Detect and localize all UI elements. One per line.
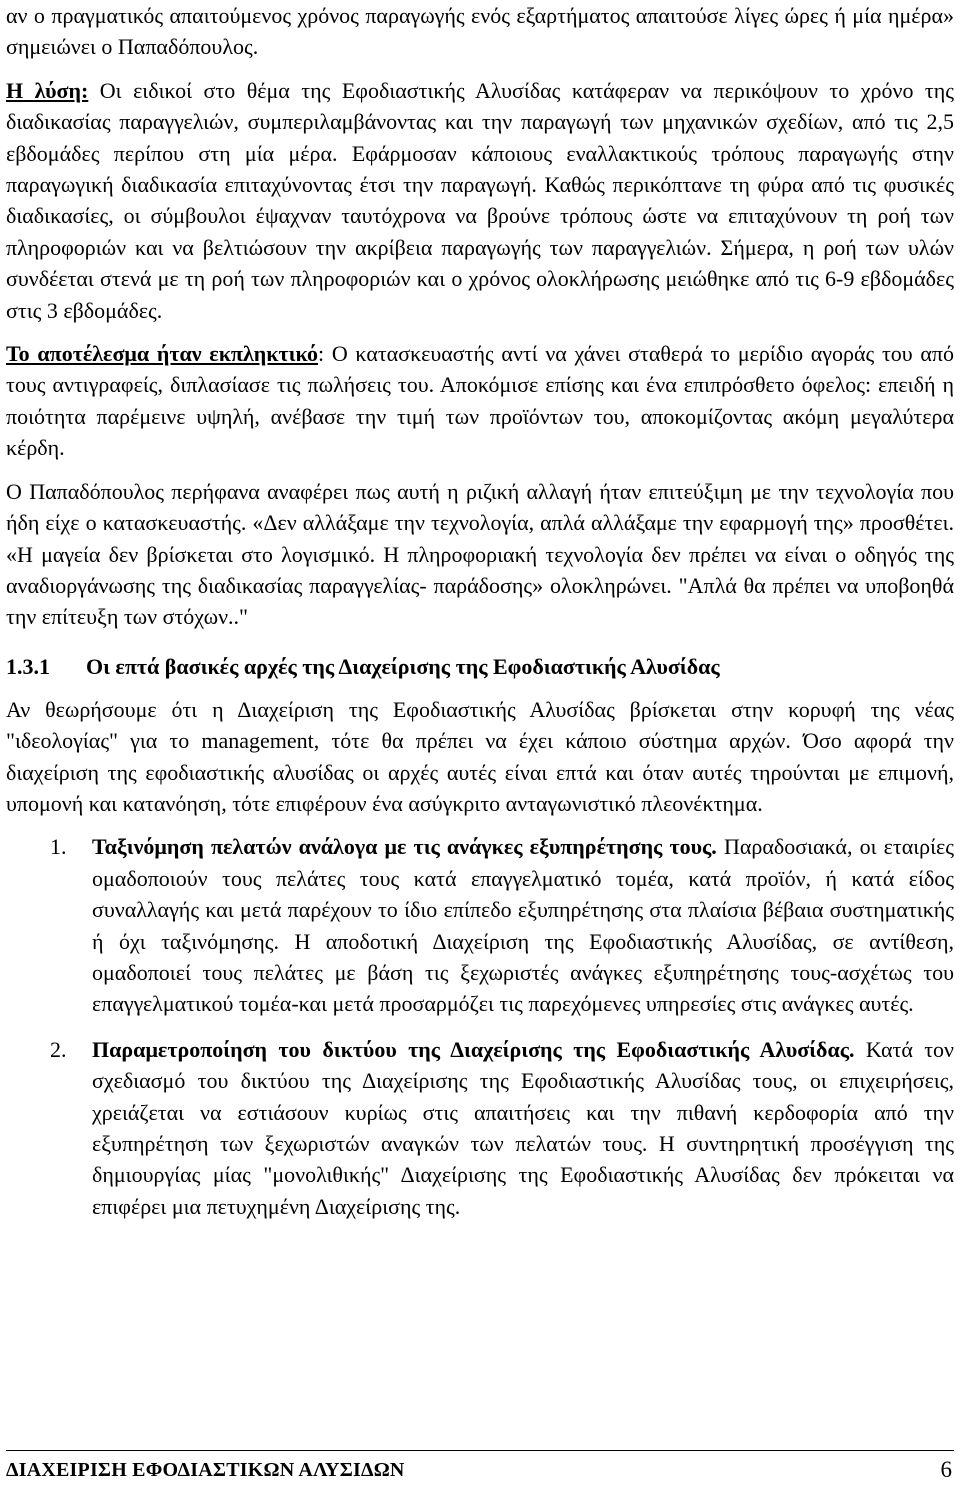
solution-lead: Η λύση:: [6, 77, 89, 103]
result-lead: Το αποτέλεσμα ήταν εκπληκτικό: [6, 341, 319, 367]
section-number: 1.3.1: [6, 653, 50, 679]
footer-divider: [6, 1450, 954, 1451]
page-footer: [6, 1456, 954, 1486]
list-item: [6, 831, 954, 1019]
paragraph-solution: [6, 75, 954, 326]
quote-text: Ο Παπαδόπουλος περήφανα αναφέρει πως αυτή η ριζική αλλαγή ήταν επιτεύξιμη με την τεχνολογία που ήδη είχε ο κατασκευαστής. «Δεν αλλάξαμε την τεχνολογία, απλά αλλάξαμε την εφαρμογή της» προσθέτει. «Η μαγεία δεν βρίσκεται στο λογισμικό. Η πληροφοριακή τεχνολογία δεν πρέπει να είναι ο οδηγός της αναδιοργάνωσης της διαδικασίας παραγγελίας- παράδοσης» ολοκληρώνει. "Απλά θα πρέπει να υποβοηθά την επίτευξη των στόχων..": [6, 478, 954, 630]
paragraph-intro-text: αν ο πραγματικός απαιτούμενος χρόνος παραγωγής ενός εξαρτήματος απαιτούσε λίγες ώρες ή μία ημέρα» σημειώνει ο Παπαδόπουλος.: [6, 3, 954, 60]
list-item-text: Κατά τον σχεδιασμό του δικτύου της Διαχείρισης της Εφοδιαστικής Αλυσίδας τους, οι επιχειρήσεις, χρειάζεται να εστιάσουν κυρίως στις απαιτήσεις και την πιθανή κερδοφορία από την εξυπηρέτηση των ξεχωριστών αναγκών των πελατών τους. Η συντηρητική προσέγγιση της δημιουργίας μίας "μονολιθικής" Διαχείρισης της Εφοδιαστικής Αλυσίδας δεν πρόκειται να επιφέρει μια πετυχημένη Διαχείρισης της.: [92, 1036, 954, 1219]
footer-title: ΔΙΑΧΕΙΡΙΣΗ ΕΦΟΔΙΑΣΤΙΚΩΝ ΑΛΥΣΙΔΩΝ: [6, 1459, 405, 1481]
paragraph-quote: [6, 476, 954, 633]
page-number: 6: [940, 1457, 952, 1482]
section-title: Οι επτά βασικές αρχές της Διαχείρισης της Εφοδιαστικής Αλυσίδας: [86, 653, 720, 679]
paragraph-result: [6, 338, 954, 464]
section-heading: [6, 651, 954, 682]
list-item-title: Παραμετροποίηση του δικτύου της Διαχείρισης της Εφοδιαστικής Αλυσίδας.: [92, 1036, 855, 1062]
list-item-number: 2.: [50, 1036, 67, 1062]
paragraph-principles-intro: [6, 694, 954, 820]
page-body: [6, 0, 954, 1222]
list-item-title: Ταξινόμηση πελατών ανάλογα με τις ανάγκες εξυπηρέτησης τους.: [92, 834, 717, 860]
list-item: [6, 1034, 954, 1222]
solution-text: Οι ειδικοί στο θέμα της Εφοδιαστικής Αλυσίδας κατάφεραν να περικόψουν το χρόνο της διαδικασίας παραγγελιών, συμπεριλαμβάνοντας και την παραγωγή των μηχανικών σχεδίων, από τις 2,5 εβδομάδες περίπου στη μία μέρα. Εφάρμοσαν κάποιους εναλλακτικούς τρόπους παραγωγής στην παραγωγική διαδικασία επιταχύνοντας έτσι την παραγωγή. Καθώς περικόπτανε τη φύρα από τις φυσικές διαδικασίες, οι σύμβουλοι έψαχναν ταυτόχρονα να βρούνε τρόπους ώστε να επιταχύνουν τη ροή των πληροφοριών και να βελτιώσουν την ακρίβεια παραγωγής των παραγγελιών. Σήμερα, η ροή των υλών συνδέεται στενά με τη ροή των πληροφοριών και ο χρόνος ολοκλήρωσης μειώθηκε από τις 6-9 εβδομάδες στις 3 εβδομάδες.: [6, 77, 954, 323]
result-text: : Ο κατασκευαστής αντί να χάνει σταθερά το μερίδιο αγοράς του από τους αντιγραφείς, διπλασίασε τις πωλήσεις του. Αποκόμισε επίσης και ένα επιπρόσθετο όφελος: επειδή η ποιότητα παρέμεινε υψηλή, ανέβασε την τιμή των προϊόντων του, αποκομίζοντας ακόμη μεγαλύτερα κέρδη.: [6, 341, 955, 461]
paragraph-intro: [6, 0, 954, 63]
principles-list: [6, 831, 954, 1222]
list-item-number: 1.: [50, 834, 67, 860]
principles-intro-text: Αν θεωρήσουμε ότι η Διαχείριση της Εφοδιαστικής Αλυσίδας βρίσκεται στην κορυφή της νέας "ιδεολογίας" για το management, τότε θα πρέπει να έχει κάποιο σύστημα αρχών. Όσο αφορά την διαχείριση της εφοδιαστικής αλυσίδας οι αρχές αυτές είναι επτά και όταν αυτές τηρούνται με επιμονή, υπομονή και κατανόηση, τότε επιφέρουν ένα ασύγκριτο ανταγωνιστικό πλεονέκτημα.: [6, 696, 954, 816]
list-item-text: Παραδοσιακά, οι εταιρίες ομαδοποιούν τους πελάτες τους κατά επαγγελματικό τομέα, κατά προϊόν, ή κατά είδος συναλλαγής και μετά παρέχουν το ίδιο επίπεδο εξυπηρέτησης στα πλαίσια βέβαια συστηματικής ή όχι ταξινόμησης. Η αποδοτική Διαχείριση της Εφοδιαστικής Αλυσίδας, σε αντίθεση, ομαδοποιεί τους πελάτες με βάση τις ξεχωριστές ανάγκες εξυπηρέτησης τους-ασχέτως του επαγγελματικού τομέα-και μετά προσαρμόζει τις παρεχόμενες υπηρεσίες στις ανάγκες αυτές.: [92, 834, 954, 1017]
